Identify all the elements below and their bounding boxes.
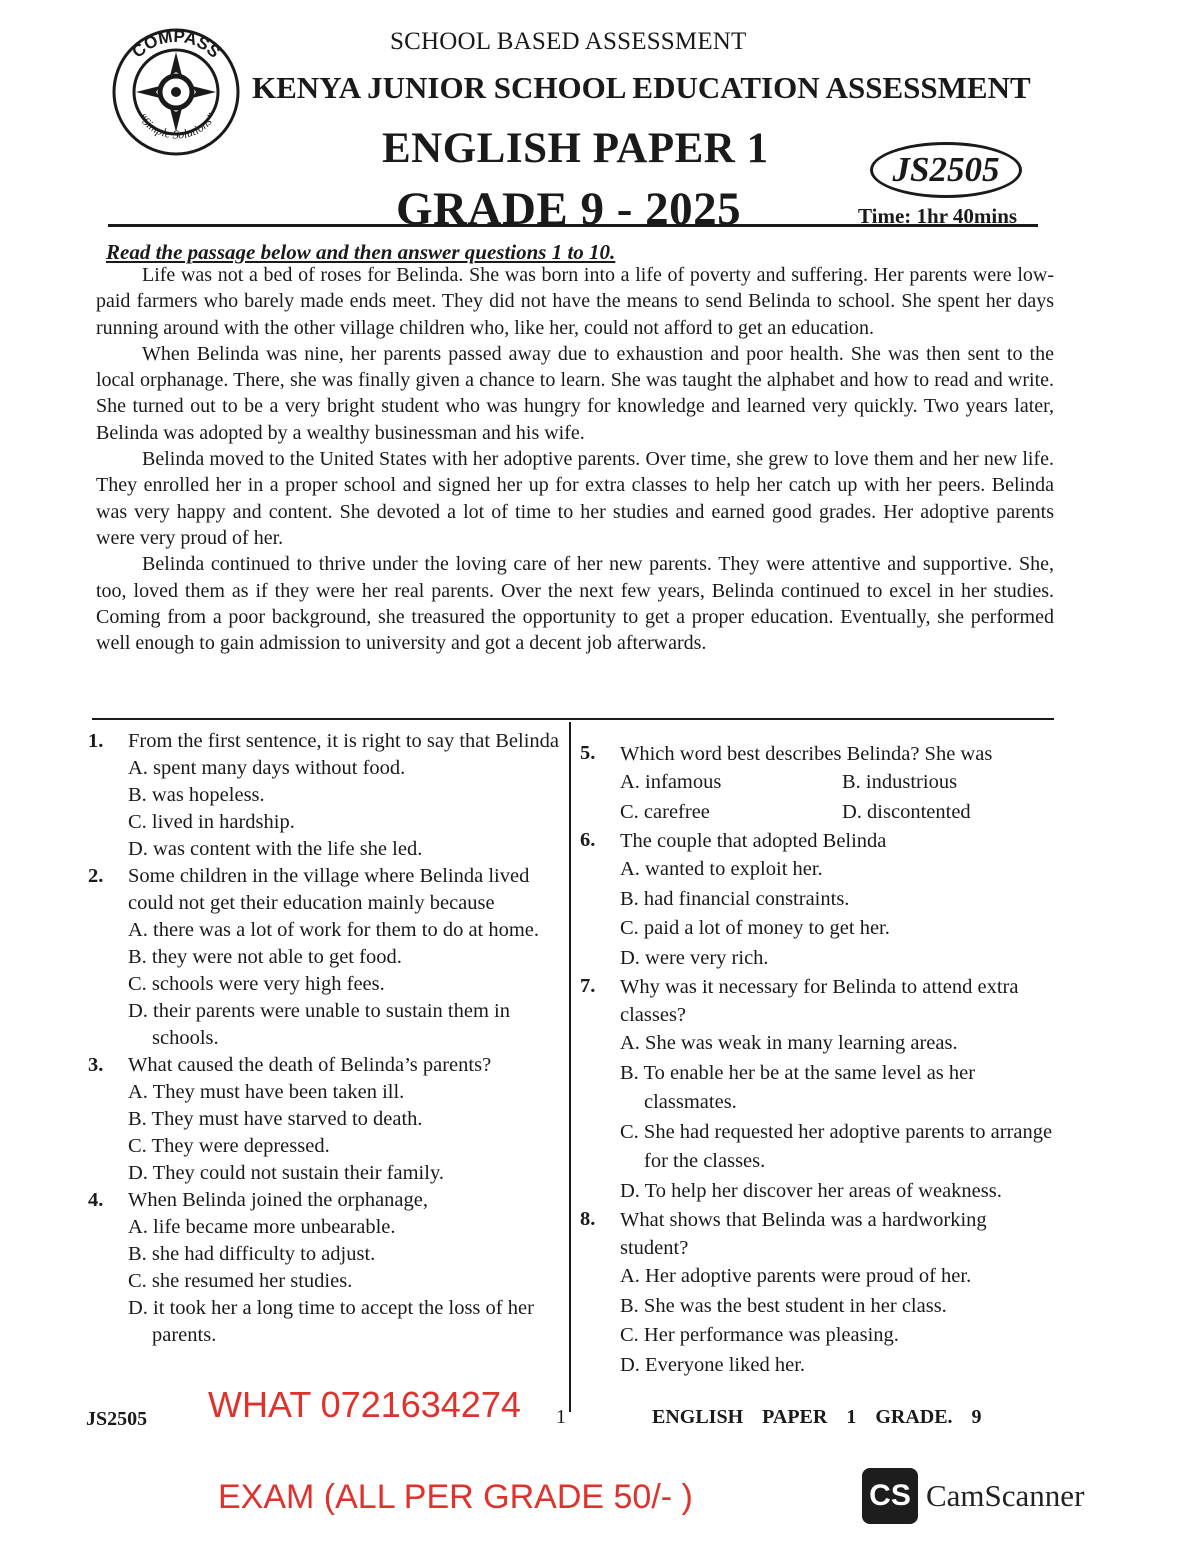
paper-title: ENGLISH PAPER 1 [382,125,769,172]
answer-option: C. schools were very high fees. [128,973,385,995]
answer-option: C. paid a lot of money to get her. [620,917,890,939]
answer-option: C. She had requested her adoptive parents to arrange for the classes. [620,1120,1053,1172]
compass-logo [110,26,242,158]
answer-option: D. Everyone liked her. [620,1353,806,1376]
questions-left-column [88,728,560,1349]
answer-option: C. Her performance was pleasing. [620,1324,899,1346]
answer-option: A. there was a lot of work for them to do at home. [128,919,540,941]
question-6 [580,827,1056,973]
answer-option: A. She was weak in many learning areas. [620,1032,958,1054]
answer-option: C. carefree [620,800,710,823]
question-number: 7. [580,975,596,997]
answer-option: C. lived in hardship. [128,811,295,833]
paper-code-badge: JS2505 [870,142,1022,198]
question-4 [88,1187,560,1349]
header-divider [108,224,1038,227]
answer-option: C. she resumed her studies. [128,1270,353,1292]
exam-body: KENYA JUNIOR SCHOOL EDUCATION ASSESSMENT [252,70,1031,105]
question-number: 1. [88,730,104,752]
passage-paragraph: When Belinda was nine, her parents passed away due to exhaustion and poor health. She was then sent to the local orphanage. There, she was finally given a chance to learn. She was taught the alphabet and how to read and write. She turned out to be a very bright student who was hungry for knowledge and learned very quickly. Two years later, Belinda was adopted by a wealthy businessman and his wife. [96,342,1054,444]
question-text: The couple that adopted Belinda [620,830,887,852]
promo-price-overlay: EXAM (ALL PER GRADE 50/- ) [218,1478,693,1516]
answer-option: B. She was the best student in her class. [620,1294,947,1317]
answer-option: D. To help her discover her areas of weakness. [620,1179,1002,1202]
answer-option: A. infamous [620,771,722,793]
answer-option: D. their parents were unable to sustain them in schools. [128,1000,510,1049]
answer-option: C. They were depressed. [128,1135,330,1157]
question-text: When Belinda joined the orphanage, [128,1189,428,1211]
column-divider [569,722,571,1412]
answer-option: B. had financial constraints. [620,887,850,910]
footer-subject: ENGLISH PAPER 1 GRADE. 9 [652,1406,982,1428]
promo-phone-overlay: WHAT 0721634274 [208,1384,521,1425]
question-3 [88,1052,560,1187]
answer-option: D. They could not sustain their family. [128,1162,444,1184]
answer-option: D. discontented [842,800,971,823]
question-text: What shows that Belinda was a hardworking student? [620,1209,987,1259]
questions-right-column [580,740,1056,1380]
time-allowed: Time: 1hr 40mins [858,204,1018,228]
question-text: Some children in the village where Belinda lived could not get their education mainly because [128,865,530,914]
question-text: Why was it necessary for Belinda to attend extra classes? [620,976,1019,1026]
assessment-type: SCHOOL BASED ASSESSMENT [390,28,747,55]
question-1 [88,728,560,863]
question-text: From the first sentence, it is right to say that Belinda [128,730,559,752]
camscanner-label: CamScanner [926,1478,1085,1513]
passage-paragraph: Belinda moved to the United States with her adoptive parents. Over time, she grew to love them and her new life. They enrolled her in a proper school and signed her up for extra classes to help her catch up with her peers. Belinda was very happy and content. She devoted a lot of time to her studies and earned good grades. Her adoptive parents were very proud of her. [96,448,1054,549]
question-number: 8. [580,1208,596,1230]
passage-paragraph: Life was not a bed of roses for Belinda. She was born into a life of poverty and suffering. Her parents were low-paid farmers who barely made ends meet. They did not have the means to send Belinda to school. She spent her days running around with the other village children who, like her, could not afford to get an education. [96,264,1054,339]
page-number: 1 [556,1406,566,1428]
answer-option: B. To enable her be at the same level as her classmates. [620,1061,976,1113]
answer-option: B. industrious [842,771,958,793]
camscanner-icon: CS [862,1468,918,1524]
passage-divider [92,718,1054,720]
question-number: 4. [88,1189,104,1211]
answer-options-grid [620,768,1056,827]
question-number: 5. [580,742,596,764]
footer-paper-code: JS2505 [86,1408,148,1430]
passage [96,262,1054,656]
question-text: Which word best describes Belinda? She was [620,743,993,765]
answer-option: A. spent many days without food. [128,757,406,779]
answer-option: D. was content with the life she led. [128,838,423,860]
answer-option: B. they were not able to get food. [128,946,402,968]
passage-paragraph: Belinda continued to thrive under the loving care of her new parents. They were attentive and supportive. She, too, loved them as if they were her real parents. Over the next few years, Belinda continued to excel in her studies. Coming from a poor background, she treasured the opportunity to get a proper education. Eventually, she performed well enough to gain admission to university and got a decent job afterwards. [96,553,1054,655]
question-number: 2. [88,865,104,887]
grade-year: GRADE 9 - 2025 [396,183,742,235]
question-2 [88,863,560,1052]
answer-option: B. They must have starved to death. [128,1108,423,1130]
logo-motto: “Simple Solutions” [135,110,219,142]
answer-option: D. were very rich. [620,946,769,969]
answer-option: A. wanted to exploit her. [620,858,823,880]
answer-option: A. life became more unbearable. [128,1216,396,1238]
question-number: 6. [580,829,596,851]
question-7 [580,973,1056,1206]
question-8 [580,1206,1056,1380]
answer-option: B. was hopeless. [128,784,265,806]
answer-option: A. They must have been taken ill. [128,1081,405,1103]
answer-option: D. it took her a long time to accept the loss of her parents. [128,1297,534,1346]
answer-option: B. she had difficulty to adjust. [128,1243,376,1265]
question-text: What caused the death of Belinda’s parents? [128,1054,492,1076]
passage-instruction: Read the passage below and then answer questions 1 to 10. [106,240,616,264]
question-5 [580,740,1056,827]
answer-option: A. Her adoptive parents were proud of her. [620,1265,972,1287]
question-number: 3. [88,1054,104,1076]
logo-text: COMPASS [128,26,224,62]
